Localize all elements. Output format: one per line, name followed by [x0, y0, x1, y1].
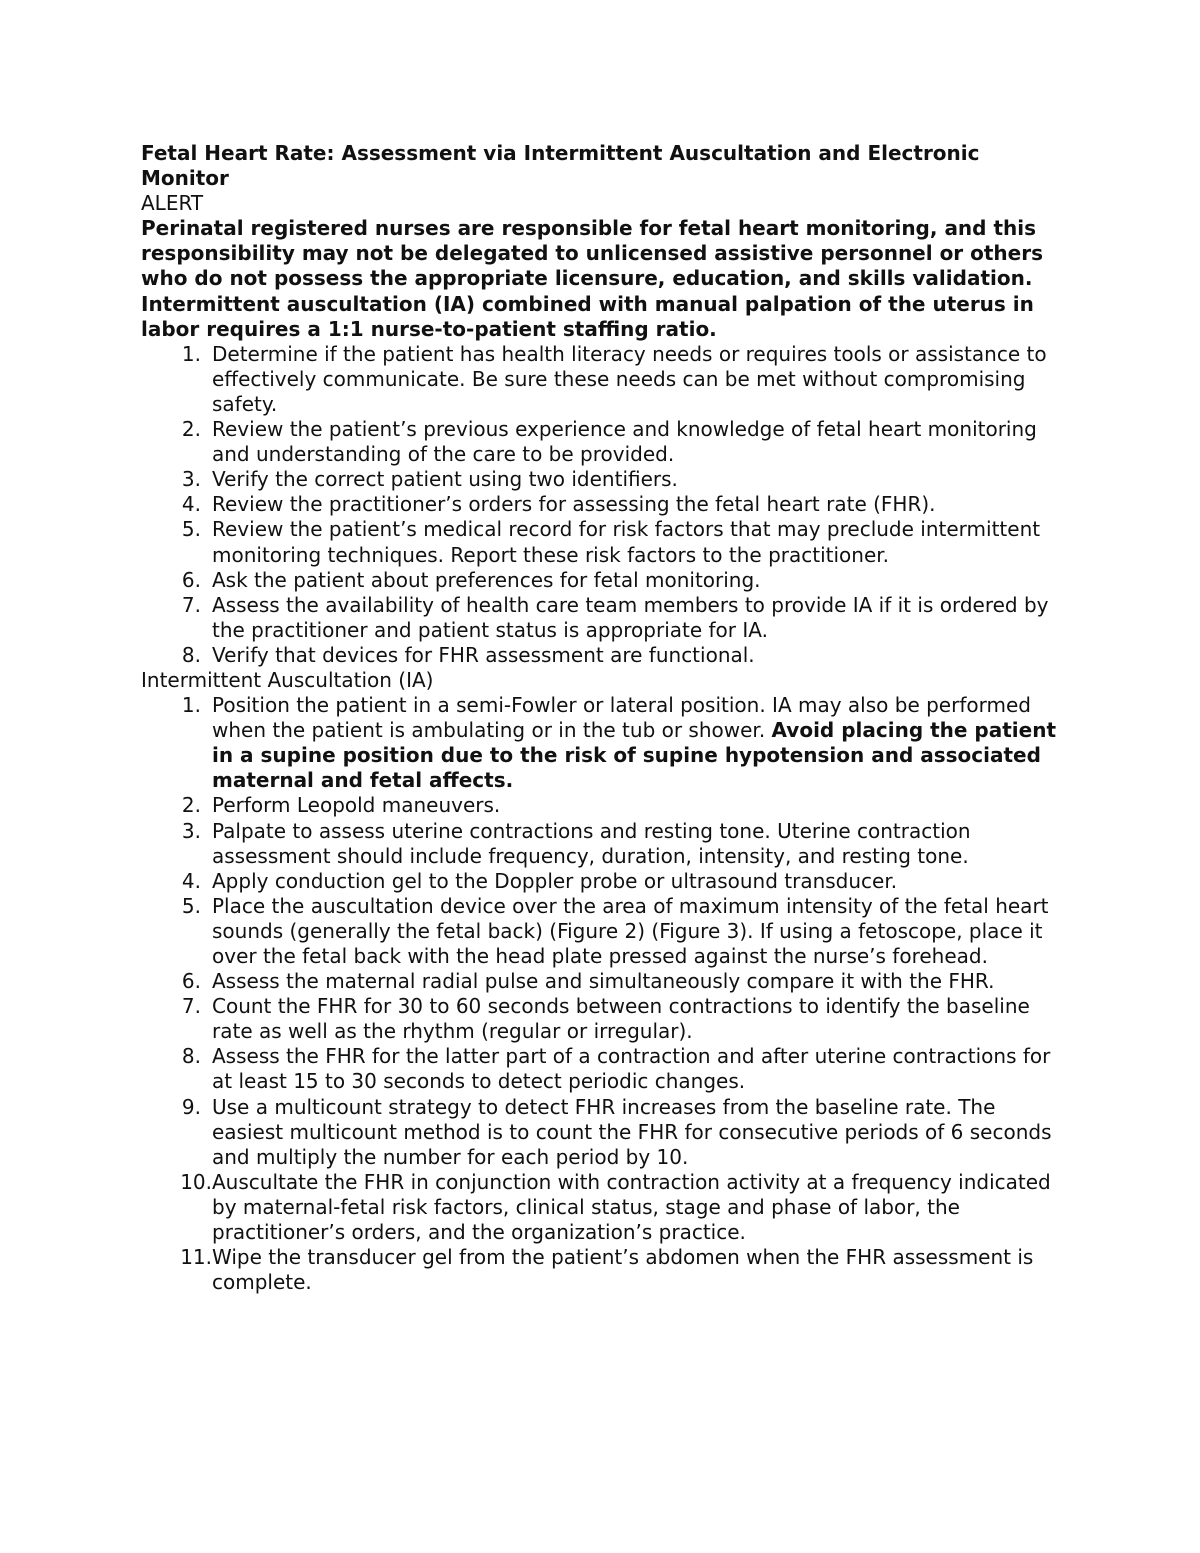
ia-steps-list — [141, 693, 1071, 1295]
document-page — [141, 141, 1071, 1295]
prep-steps-list — [141, 342, 1071, 668]
list-item: 2. Review the patient’s previous experience and knowledge of fetal heart monitoring and understanding of the care to be provided. — [181, 417, 1037, 467]
list-item: 4. Review the practitioner’s orders for assessing the fetal heart rate (FHR). — [181, 492, 936, 517]
list-item: 7. Assess the availability of health care team members to provide IA if it is ordered by the practitioner and patient status is appropriate for IA. — [181, 592, 1049, 642]
list-item: 3. Palpate to assess uterine contractions and resting tone. Uterine contraction assessment should include frequency, duration, intensity, and resting tone. — [181, 818, 971, 868]
list-item: 1. Determine if the patient has health literacy needs or requires tools or assistance to effectively communicate. Be sure these needs can be met without compromising safety. — [181, 341, 1047, 416]
alert-text: Perinatal registered nurses are responsible for fetal heart monitoring, and this responsibility may not be delegated to unlicensed assistive personnel or others who do not possess the appropriate licensure, education, and skills validation. — [141, 216, 1044, 291]
supine-warning: Avoid placing the patient in a supine position due to the risk of supine hypotension and associated maternal and fetal affects. — [212, 718, 1057, 793]
alert-label: ALERT — [141, 191, 204, 216]
list-item: 5. Place the auscultation device over the area of maximum intensity of the fetal heart sounds (generally the fetal back) (Figure 2) (Figure 3). If using a fetoscope, place it over the fetal back with the head plate pressed against the nurse’s forehead. — [181, 893, 1049, 968]
list-item: 2. Perform Leopold maneuvers. — [181, 793, 501, 818]
list-item: 9. Use a multicount strategy to detect FHR increases from the baseline rate. The easiest multicount method is to count the FHR for consecutive periods of 6 seconds and multiply the number for each period by 10. — [181, 1094, 1052, 1169]
list-item: 3. Verify the correct patient using two identifiers. — [181, 467, 678, 492]
document-title: Fetal Heart Rate: Assessment via Intermittent Auscultation and Electronic Monitor — [141, 141, 980, 191]
list-item: 11. Wipe the transducer gel from the patient’s abdomen when the FHR assessment is complete. — [180, 1245, 1034, 1295]
list-item: 1. Position the patient in a semi-Fowler or lateral position. IA may also be performed when the patient is ambulating or in the tub or shower. Avoid placing the patient in a supine position due to the risk of supine hypotension and associated maternal and fetal affects. — [181, 693, 1057, 793]
list-item: 5. Review the patient’s medical record for risk factors that may preclude intermittent monitoring techniques. Report these risk factors to the practitioner. — [181, 517, 1041, 567]
list-item: 8. Assess the FHR for the latter part of a contraction and after uterine contractions for at least 15 to 30 seconds to detect periodic changes. — [181, 1044, 1051, 1094]
list-item: 4. Apply conduction gel to the Doppler probe or ultrasound transducer. — [181, 868, 898, 893]
list-item: 8. Verify that devices for FHR assessment are functional. — [181, 642, 755, 667]
list-item: 7. Count the FHR for 30 to 60 seconds between contractions to identify the baseline rate as well as the rhythm (regular or irregular). — [181, 994, 1030, 1044]
list-item: 10. Auscultate the FHR in conjunction with contraction activity at a frequency indicated by maternal-fetal risk factors, clinical status, stage and phase of labor, the practitioner’s orders, and the organization’s practice. — [180, 1169, 1051, 1245]
staffing-note: Intermittent auscultation (IA) combined with manual palpation of the uterus in labor requires a 1:1 nurse-to-patient staffing ratio. — [141, 291, 1034, 341]
list-item: 6. Ask the patient about preferences for fetal monitoring. — [181, 567, 761, 592]
list-item: 6. Assess the maternal radial pulse and simultaneously compare it with the FHR. — [181, 969, 995, 994]
ia-heading: Intermittent Auscultation (IA) — [141, 667, 434, 692]
